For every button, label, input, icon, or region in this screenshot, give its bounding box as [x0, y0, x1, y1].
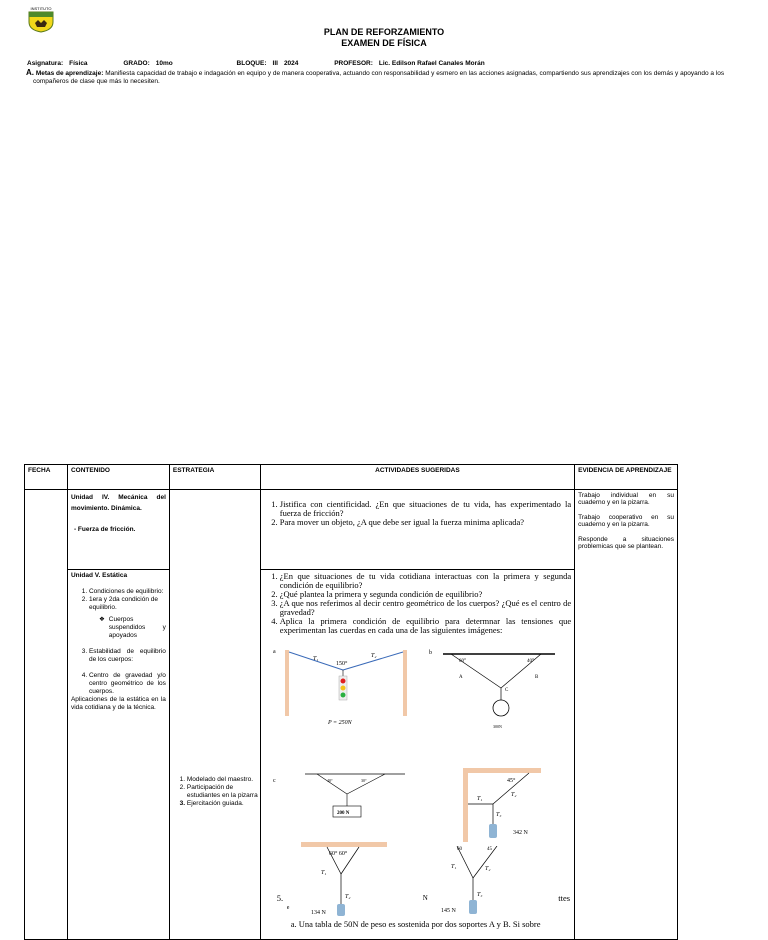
- act5-n: N: [422, 894, 428, 902]
- goal-label: Metas de aprendizaje:: [35, 70, 104, 77]
- figure-b-a: A: [458, 675, 463, 680]
- fecha-cell: [25, 490, 68, 940]
- figure-a-t1: T₁: [312, 656, 319, 662]
- figure-c-letter: c: [272, 778, 276, 784]
- goal-text: Manifiesta capacidad de trabajo e indagación en equipo y de manera cooperativa, actuando con responsabilidad y esmero en las acciones asignadas, compartiendo sus aprendizajes con los demás y apoyando a los compañeros de clase que más lo necesiten.: [33, 70, 725, 85]
- unit5-list: [71, 588, 166, 696]
- unit5-apps: Aplicaciones de la estática en la vida cotidiana y de la técnica.: [70, 696, 166, 711]
- meta-line: [27, 60, 491, 67]
- figure-d-t2: T₂: [510, 792, 517, 798]
- figure-e-weight: 134 N: [310, 910, 326, 916]
- figure-c-weight: 200 N: [336, 811, 350, 816]
- bloque-value: III: [272, 60, 278, 67]
- unit5-item: 3. Estabilidad de equilibrio de los cuerpos:: [89, 648, 166, 664]
- figure-a-angle: 150°: [335, 661, 348, 667]
- unit5-item: 1. Condiciones de equilibrio:: [89, 588, 166, 596]
- evidencia-item: Responde a situaciones problemicas que se plantean.: [578, 536, 674, 550]
- asignatura-value: Física: [69, 60, 88, 67]
- bloque-label: BLOQUE:: [236, 60, 267, 67]
- header-estrategia: ESTRATEGIA: [169, 465, 260, 490]
- figure-c-angle2: 30°: [360, 778, 367, 783]
- act2-item: 2. ¿Qué plantea la primera y segunda condición de equilibrio?: [280, 590, 571, 599]
- figure-a-weight: P = 250N: [327, 720, 352, 726]
- evidencia-cell: [575, 490, 678, 940]
- figure-b-weight: 300N: [492, 724, 502, 729]
- figure-c: [273, 770, 413, 832]
- figure-a-t2: T₂: [370, 653, 377, 659]
- figure-e: [301, 842, 401, 920]
- profesor-value: Lic. Edilson Rafael Canales Morán: [378, 60, 485, 67]
- unit5-title: Unidad V. Estática: [70, 572, 128, 579]
- unit5-subitem: ❖ Cuerpos suspendidos y apoyados: [98, 616, 166, 639]
- estrategia-list: [173, 776, 267, 808]
- estrategia-cell: [169, 490, 260, 940]
- act5-tail: ttes: [558, 893, 571, 903]
- figure-f-weight: 145 N: [440, 908, 456, 914]
- evidencia-item: Trabajo individual en su cuaderno y en la pizarra.: [578, 492, 674, 506]
- act5a: a. Una tabla de 50N de peso es sostenida por dos soportes A y B. Si sobre: [290, 919, 541, 929]
- unit5-item: 4. Centro de gravedad y/o centro geométrico de los cuerpos.: [89, 672, 166, 696]
- act2-item: 3. ¿A que nos referimos al decir centro geométrico de los cuerpos? ¿Qué es el centro de gravedad?: [280, 599, 571, 617]
- profesor-label: PROFESOR:: [334, 60, 373, 67]
- traffic-light-figure: [273, 646, 413, 738]
- page-subtitle: EXAMEN DE FÍSICA: [341, 38, 427, 48]
- figure-f-angle1: 60: [456, 847, 462, 852]
- figure-f-angle2: 45: [486, 847, 492, 852]
- figure-d-t1: T₁: [476, 796, 483, 802]
- logo-label: INSTITUTO: [30, 6, 52, 11]
- figure-d-angle: 45°: [506, 778, 516, 784]
- figure-a-letter: a: [272, 649, 276, 655]
- wall-bracket-figure: [457, 766, 557, 846]
- figure-d-t3: T₃: [495, 812, 502, 818]
- figure-b-letter: b: [428, 650, 432, 656]
- header-actividades: ACTIVIDADES SUGERIDAS: [260, 465, 574, 490]
- hanging-block-figure: [273, 770, 413, 830]
- figure-f-t3: T₃: [476, 892, 483, 898]
- learning-goal: [26, 68, 748, 86]
- figure-e-angles: 60° 60°: [328, 851, 348, 857]
- figure-b-b: B: [534, 675, 539, 680]
- actividades-unit4: [260, 490, 574, 570]
- figure-b-angle1: 60°: [458, 659, 466, 664]
- estrategia-item: 2. Participación de estudiantes en la pizarra: [187, 784, 267, 800]
- figure-b-c: C: [504, 688, 509, 693]
- actividades-unit5: [260, 570, 574, 940]
- figure-f-t2: T₂: [484, 866, 491, 872]
- figure-e-t1: T₁: [320, 870, 327, 876]
- estrategia-item: 1. Modelado del maestro.: [187, 776, 267, 784]
- header-fecha: FECHA: [25, 465, 68, 490]
- ceiling-block-figure: [301, 842, 401, 918]
- year-value: 2024: [283, 60, 299, 67]
- goal-letter: A.: [26, 68, 34, 77]
- figure-b-angle2: 40°: [526, 659, 534, 664]
- act1-item: 1. Jistifica con cientificidad. ¿En que situaciones de tu vida, has experimentado la fuerza de fricción?: [280, 500, 571, 518]
- diamond-bullet-icon: ❖: [98, 616, 105, 623]
- unit4-title: Unidad IV. Mecánica del movimiento. Dinámica.: [70, 494, 166, 512]
- evidencia-item: Trabajo cooperativo en su cuaderno y en la pizarra.: [578, 514, 674, 528]
- table-header-row: [25, 465, 678, 490]
- contenido-unit4: [67, 490, 169, 570]
- figure-b: [429, 648, 559, 742]
- act1-item: 2. Para mover un objeto, ¿A que debe ser igual la fuerza minima aplicada?: [280, 518, 571, 527]
- grado-value: 10mo: [155, 60, 173, 67]
- figure-f: [433, 846, 523, 920]
- figure-e-t2: T₂: [344, 894, 351, 900]
- grado-label: GRADO:: [123, 60, 150, 67]
- figure-d: [457, 766, 557, 848]
- asignatura-label: Asignatura:: [27, 60, 64, 67]
- table-row: [25, 490, 678, 570]
- figure-c-angle1: 40°: [326, 778, 333, 783]
- header-evidencia: EVIDENCIA DE APRENDIZAJE: [575, 465, 678, 490]
- pulley-figure: [429, 648, 559, 740]
- figure-f-t1: T₁: [450, 864, 457, 870]
- plan-table: [24, 464, 678, 940]
- contenido-unit5: [67, 570, 169, 940]
- estrategia-item: 3. Ejercitación guiada.: [187, 800, 267, 808]
- unit5-item: 2. 1era y 2da condición de equilibrio. ❖ Cuerpos suspendidos y apoyados: [89, 596, 166, 640]
- rope-block-figure: [433, 846, 523, 918]
- act2-item: 4. Aplica la primera condición de equilibrio para determnar las tensiones que experimentan las cuerdas en cada una de las siguientes imágenes:: [280, 617, 571, 635]
- act2-item: 1. ¿En que situaciones de tu vida cotidiana interactuas con la primera y segunda condición de equilibrio?: [280, 572, 571, 590]
- unit4-item: - Fuerza de fricción.: [73, 526, 136, 533]
- act5-num: 5.: [276, 893, 284, 903]
- act1-list: [264, 500, 571, 527]
- header-contenido: CONTENIDO: [67, 465, 169, 490]
- figure-d-weight: 342 N: [512, 830, 528, 836]
- act2-list: [264, 572, 571, 635]
- figure-a: [273, 646, 413, 740]
- act5-e: e: [286, 905, 290, 911]
- page-title: PLAN DE REFORZAMIENTO: [323, 27, 445, 37]
